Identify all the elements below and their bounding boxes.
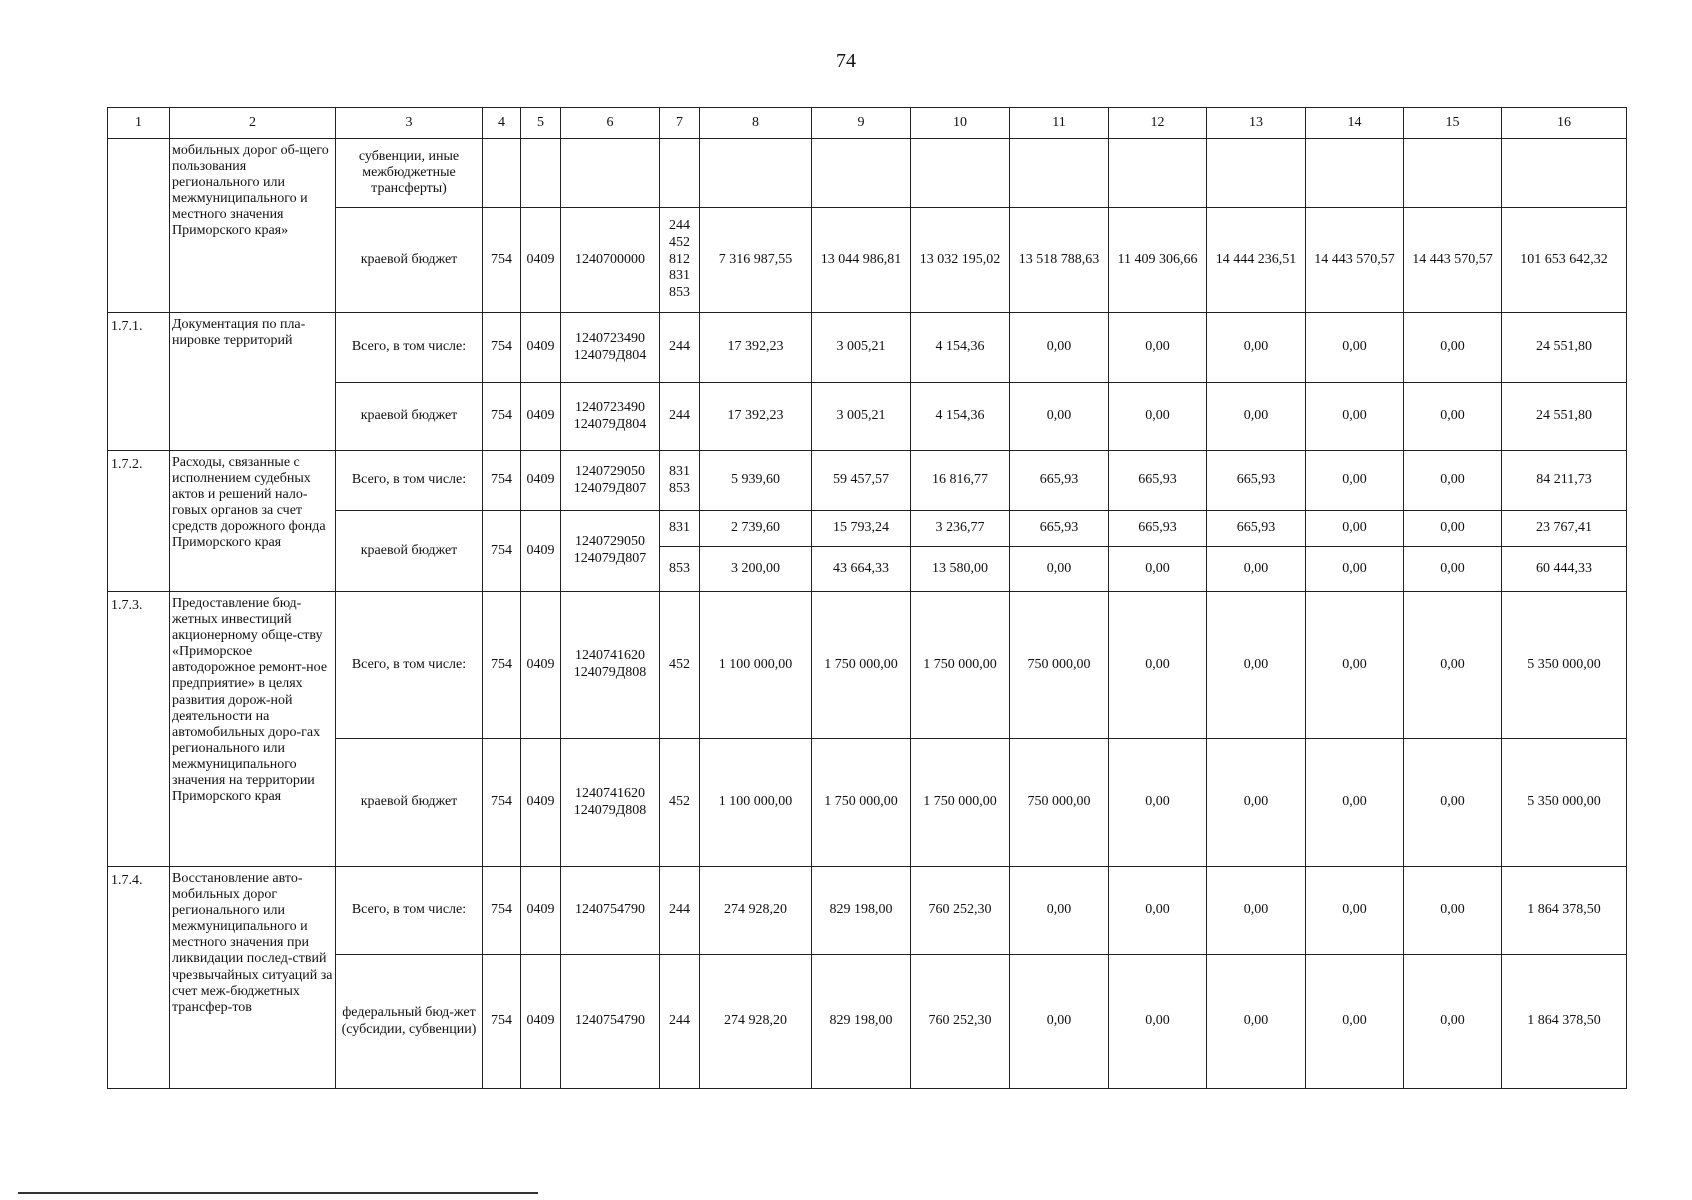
empty-cell (1306, 139, 1404, 208)
amount: 829 198,00 (812, 955, 911, 1089)
table-row (108, 592, 1627, 739)
footer-rule (18, 1192, 538, 1194)
column-header: 10 (911, 108, 1010, 139)
funding-source: федеральный бюд-жет (субсидии, субвенции) (336, 955, 483, 1089)
target-code: 1240754790 (561, 955, 660, 1089)
column-header: 7 (660, 108, 700, 139)
amount: 14 443 570,57 (1404, 208, 1502, 313)
amount: 0,00 (1207, 955, 1306, 1089)
amount: 0,00 (1306, 739, 1404, 867)
row-number: 1.7.4. (108, 867, 170, 1089)
amount: 2 739,60 (700, 511, 812, 547)
total-amount: 5 350 000,00 (1502, 592, 1627, 739)
empty-cell (1207, 139, 1306, 208)
expense-type: 452 (660, 739, 700, 867)
item-name: Документация по пла-нировке территорий (170, 313, 336, 451)
amount: 760 252,30 (911, 867, 1010, 955)
budget-table (107, 107, 1627, 1089)
amount: 0,00 (1306, 383, 1404, 451)
column-header: 8 (700, 108, 812, 139)
amount: 665,93 (1010, 451, 1109, 511)
admin-code: 754 (483, 451, 521, 511)
amount: 0,00 (1404, 383, 1502, 451)
amount: 0,00 (1306, 451, 1404, 511)
amount: 665,93 (1109, 511, 1207, 547)
amount: 0,00 (1010, 313, 1109, 383)
empty-cell (812, 139, 911, 208)
column-header: 3 (336, 108, 483, 139)
amount: 665,93 (1109, 451, 1207, 511)
section-code: 0409 (521, 383, 561, 451)
section-code: 0409 (521, 955, 561, 1089)
total-amount: 24 551,80 (1502, 313, 1627, 383)
admin-code: 754 (483, 208, 521, 313)
total-amount: 23 767,41 (1502, 511, 1627, 547)
amount: 17 392,23 (700, 313, 812, 383)
expense-type: 244 452 812 831 853 (660, 208, 700, 313)
total-amount: 60 444,33 (1502, 547, 1627, 592)
table-row (108, 313, 1627, 383)
amount: 0,00 (1207, 383, 1306, 451)
amount: 0,00 (1207, 867, 1306, 955)
amount: 0,00 (1306, 592, 1404, 739)
amount: 7 316 987,55 (700, 208, 812, 313)
amount: 17 392,23 (700, 383, 812, 451)
amount: 750 000,00 (1010, 592, 1109, 739)
column-header: 14 (1306, 108, 1404, 139)
total-amount: 24 551,80 (1502, 383, 1627, 451)
amount: 15 793,24 (812, 511, 911, 547)
table-row (108, 383, 1627, 451)
target-code: 1240729050 124079Д807 (561, 511, 660, 592)
amount: 4 154,36 (911, 383, 1010, 451)
amount: 0,00 (1404, 867, 1502, 955)
amount: 665,93 (1207, 511, 1306, 547)
header-row (108, 108, 1627, 139)
amount: 1 750 000,00 (911, 592, 1010, 739)
amount: 0,00 (1404, 313, 1502, 383)
admin-code: 754 (483, 867, 521, 955)
section-code: 0409 (521, 592, 561, 739)
item-name: Расходы, связанные с исполнением судебных актов и решений нало-говых органов за счет средств дорожного фонда Приморского края (170, 451, 336, 592)
amount: 0,00 (1404, 511, 1502, 547)
table-row (108, 739, 1627, 867)
total-amount: 84 211,73 (1502, 451, 1627, 511)
amount: 0,00 (1109, 383, 1207, 451)
amount: 13 044 986,81 (812, 208, 911, 313)
admin-code: 754 (483, 313, 521, 383)
amount: 13 032 195,02 (911, 208, 1010, 313)
amount: 0,00 (1306, 313, 1404, 383)
empty-cell (911, 139, 1010, 208)
amount: 0,00 (1207, 739, 1306, 867)
amount: 1 750 000,00 (812, 739, 911, 867)
amount: 13 580,00 (911, 547, 1010, 592)
empty-cell (1109, 139, 1207, 208)
amount: 0,00 (1109, 955, 1207, 1089)
column-header: 15 (1404, 108, 1502, 139)
amount: 59 457,57 (812, 451, 911, 511)
target-code: 1240723490 124079Д804 (561, 383, 660, 451)
amount: 16 816,77 (911, 451, 1010, 511)
table-row (108, 511, 1627, 547)
amount: 0,00 (1207, 313, 1306, 383)
row-number: 1.7.3. (108, 592, 170, 867)
target-code: 1240700000 (561, 208, 660, 313)
amount: 829 198,00 (812, 867, 911, 955)
column-header: 4 (483, 108, 521, 139)
column-header: 2 (170, 108, 336, 139)
target-code: 1240741620 124079Д808 (561, 739, 660, 867)
amount: 13 518 788,63 (1010, 208, 1109, 313)
amount: 760 252,30 (911, 955, 1010, 1089)
amount: 0,00 (1404, 592, 1502, 739)
column-header: 11 (1010, 108, 1109, 139)
amount: 274 928,20 (700, 867, 812, 955)
amount: 0,00 (1306, 547, 1404, 592)
expense-type: 244 (660, 955, 700, 1089)
empty-cell (483, 139, 521, 208)
amount: 43 664,33 (812, 547, 911, 592)
funding-source: краевой бюджет (336, 208, 483, 313)
funding-source: Всего, в том числе: (336, 867, 483, 955)
amount: 3 200,00 (700, 547, 812, 592)
admin-code: 754 (483, 592, 521, 739)
amount: 0,00 (1306, 511, 1404, 547)
amount: 3 005,21 (812, 383, 911, 451)
expense-type: 244 (660, 313, 700, 383)
table-row (108, 867, 1627, 955)
table-row (108, 208, 1627, 313)
table-row (108, 451, 1627, 511)
amount: 0,00 (1404, 739, 1502, 867)
target-code: 1240741620 124079Д808 (561, 592, 660, 739)
section-code: 0409 (521, 208, 561, 313)
empty-cell (1010, 139, 1109, 208)
total-amount: 101 653 642,32 (1502, 208, 1627, 313)
column-header: 13 (1207, 108, 1306, 139)
amount: 0,00 (1010, 955, 1109, 1089)
funding-source: субвенции, иные межбюджетные трансферты) (336, 139, 483, 208)
amount: 4 154,36 (911, 313, 1010, 383)
expense-type: 244 (660, 383, 700, 451)
admin-code: 754 (483, 383, 521, 451)
column-header: 6 (561, 108, 660, 139)
empty-cell (700, 139, 812, 208)
amount: 0,00 (1010, 383, 1109, 451)
amount: 0,00 (1207, 547, 1306, 592)
section-code: 0409 (521, 451, 561, 511)
amount: 5 939,60 (700, 451, 812, 511)
item-name: Предоставление бюд-жетных инвестиций акционерному обще-ству «Приморское автодорожное ремонт-ное предприятие» в целях развития дорож-ной деятельности на автомобильных доро-гах регионального или межмуниципального значения на территории Приморского края (170, 592, 336, 867)
funding-source: краевой бюджет (336, 511, 483, 592)
section-code: 0409 (521, 313, 561, 383)
item-name: мобильных дорог об-щего пользования регионального или межмуниципального и местного значения Приморского края» (170, 139, 336, 313)
amount: 0,00 (1109, 547, 1207, 592)
row-number: 1.7.2. (108, 451, 170, 592)
funding-source: краевой бюджет (336, 739, 483, 867)
amount: 750 000,00 (1010, 739, 1109, 867)
target-code: 1240729050 124079Д807 (561, 451, 660, 511)
admin-code: 754 (483, 955, 521, 1089)
amount: 14 443 570,57 (1306, 208, 1404, 313)
empty-cell (1502, 139, 1627, 208)
amount: 665,93 (1207, 451, 1306, 511)
total-amount: 1 864 378,50 (1502, 867, 1627, 955)
section-code: 0409 (521, 739, 561, 867)
amount: 0,00 (1404, 451, 1502, 511)
amount: 0,00 (1010, 867, 1109, 955)
table-row (108, 955, 1627, 1089)
funding-source: краевой бюджет (336, 383, 483, 451)
empty-cell (660, 139, 700, 208)
amount: 274 928,20 (700, 955, 812, 1089)
amount: 0,00 (1306, 955, 1404, 1089)
amount: 0,00 (1404, 955, 1502, 1089)
total-amount: 1 864 378,50 (1502, 955, 1627, 1089)
expense-type: 244 (660, 867, 700, 955)
empty-cell (521, 139, 561, 208)
amount: 14 444 236,51 (1207, 208, 1306, 313)
section-code: 0409 (521, 511, 561, 592)
funding-source: Всего, в том числе: (336, 451, 483, 511)
amount: 0,00 (1207, 592, 1306, 739)
empty-cell (1404, 139, 1502, 208)
funding-source: Всего, в том числе: (336, 313, 483, 383)
admin-code: 754 (483, 739, 521, 867)
total-amount: 5 350 000,00 (1502, 739, 1627, 867)
expense-type: 452 (660, 592, 700, 739)
amount: 3 005,21 (812, 313, 911, 383)
amount: 3 236,77 (911, 511, 1010, 547)
target-code: 1240754790 (561, 867, 660, 955)
column-header: 12 (1109, 108, 1207, 139)
row-number (108, 139, 170, 313)
amount: 665,93 (1010, 511, 1109, 547)
funding-source: Всего, в том числе: (336, 592, 483, 739)
item-name: Восстановление авто-мобильных дорог регионального или межмуниципального и местного значения при ликвидации послед-ствий чрезвычайных ситуаций за счет меж-бюджетных трансфер-тов (170, 867, 336, 1089)
amount: 11 409 306,66 (1109, 208, 1207, 313)
column-header: 9 (812, 108, 911, 139)
empty-cell (561, 139, 660, 208)
amount: 1 100 000,00 (700, 739, 812, 867)
amount: 1 750 000,00 (812, 592, 911, 739)
column-header: 1 (108, 108, 170, 139)
amount: 0,00 (1306, 867, 1404, 955)
amount: 1 100 000,00 (700, 592, 812, 739)
amount: 0,00 (1109, 592, 1207, 739)
column-header: 16 (1502, 108, 1627, 139)
row-number: 1.7.1. (108, 313, 170, 451)
section-code: 0409 (521, 867, 561, 955)
table-row (108, 139, 1627, 208)
admin-code: 754 (483, 511, 521, 592)
amount: 0,00 (1109, 313, 1207, 383)
amount: 0,00 (1109, 867, 1207, 955)
amount: 0,00 (1404, 547, 1502, 592)
expense-type: 831 (660, 511, 700, 547)
amount: 0,00 (1109, 739, 1207, 867)
amount: 1 750 000,00 (911, 739, 1010, 867)
expense-type: 831 853 (660, 451, 700, 511)
amount: 0,00 (1010, 547, 1109, 592)
page-number: 74 (836, 50, 856, 72)
column-header: 5 (521, 108, 561, 139)
expense-type: 853 (660, 547, 700, 592)
target-code: 1240723490 124079Д804 (561, 313, 660, 383)
